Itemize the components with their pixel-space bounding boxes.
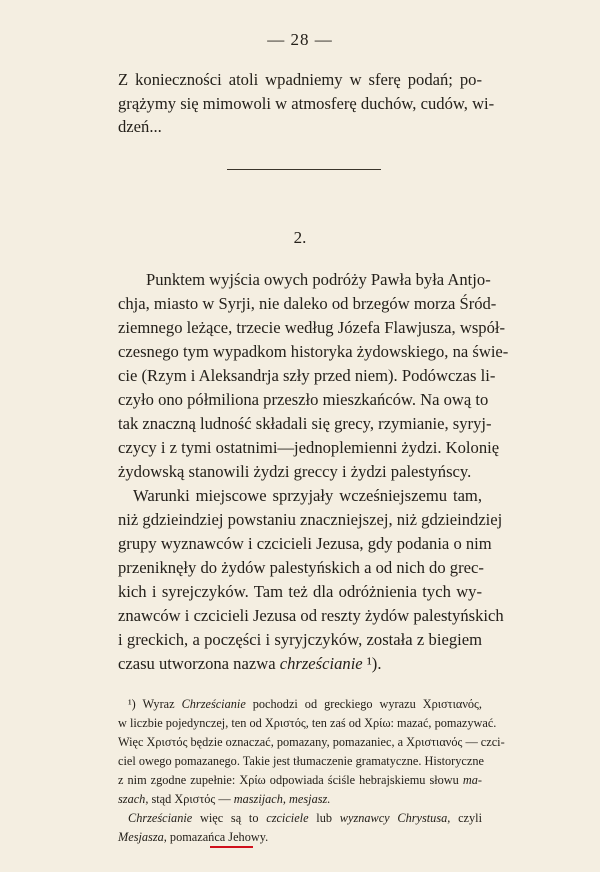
intro-line-2: grążymy się mimowoli w atmosferę duchów, cudów, wi- bbox=[118, 94, 495, 113]
body-line-1: Punktem wyjścia owych podróży Pawła była Antjo- bbox=[146, 270, 491, 289]
intro-line-1: Z konieczności atoli wpadniemy w sferę podań; po- bbox=[118, 70, 482, 89]
body-line-10: Warunki miejscowe sprzyjały wcześniejszemu tam, bbox=[133, 486, 482, 505]
footnote-line-1: ¹) Wyraz Chrześcianie pochodzi od greckiego wyrazu Χριστιανός, bbox=[128, 697, 482, 711]
body-line-16: i greckich, a poczęści i syryjczyków, została z biegiem bbox=[118, 630, 482, 649]
body-line-2: chja, miasto w Syrji, nie daleko od brzegów morza Śród- bbox=[118, 294, 497, 313]
section-number: 2. bbox=[293, 228, 307, 247]
footnote-line-8: Mesjasza, pomazańca Jehowy. bbox=[118, 830, 269, 844]
body-line-12: grupy wyznawców i czcicieli Jezusa, gdy podania o nim bbox=[118, 534, 492, 553]
intro-line-3: dzeń... bbox=[118, 117, 162, 136]
red-underline-annotation bbox=[210, 846, 253, 848]
body-line-14: kich i syrejczyków. Tam też dla odróżnienia tych wy- bbox=[118, 582, 482, 601]
body-line-7: tak znaczną ludność składali się grecy, rzymianie, syryj- bbox=[118, 414, 492, 433]
footnote-line-4: ciel owego pomazanego. Takie jest tłumaczenie gramatyczne. Historyczne bbox=[118, 754, 484, 768]
footnote-line-3: Więc Χριστός będzie oznaczać, pomazany, pomazaniec, a Χριστιανός — czci- bbox=[118, 735, 505, 749]
body-line-9: żydowską stanowili żydzi greccy i żydzi palestyńscy. bbox=[118, 462, 472, 481]
footnote-line-2: w liczbie pojedynczej, ten od Χριστός, ten zaś od Χρίω: mazać, pomazywać. bbox=[118, 716, 497, 730]
page-number: — 28 — bbox=[267, 30, 333, 49]
body-line-6: czyło ono półmiliona przeszło mieszkańców. Na ową to bbox=[118, 390, 489, 409]
footnote-line-5: z nim zgodne zupełnie: Χρίω odpowiada ściśle hebrajskiemu słowu ma- bbox=[118, 773, 482, 787]
body-line-8: czycy i z tymi ostatnimi—jednoplemienni żydzi. Kolonię bbox=[118, 438, 500, 457]
body-line-3: ziemnego leżące, trzecie według Józefa Flawjusza, współ- bbox=[118, 318, 506, 337]
section-divider bbox=[227, 169, 381, 170]
footnote-line-6: szach, stąd Χριστός — maszijach, mesjasz. bbox=[118, 792, 331, 806]
body-line-4: czesnego tym wypadkom historyka żydowskiego, na świe- bbox=[118, 342, 509, 361]
body-line-13: przeniknęły do żydów palestyńskich a od nich do grec- bbox=[118, 558, 484, 577]
footnote-line-7: Chrześcianie więc są to czciciele lub wyznawcy Chrystusa, czyli bbox=[128, 811, 483, 825]
body-line-11: niż gdzieindziej powstaniu znaczniejszej, niż gdzieindziej bbox=[118, 510, 503, 529]
body-line-5: cie (Rzym i Aleksandrja szły przed niem). Podówczas li- bbox=[118, 366, 496, 385]
body-line-17: czasu utworzona nazwa chrześcianie ¹). bbox=[118, 654, 382, 673]
body-line-15: znawców i czcicieli Jezusa od reszty żydów palestyńskich bbox=[118, 606, 504, 625]
